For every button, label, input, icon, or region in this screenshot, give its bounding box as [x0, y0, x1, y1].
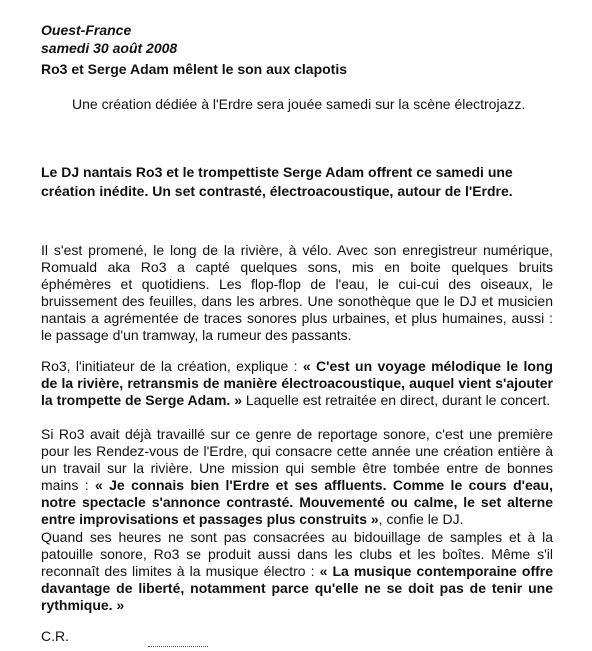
article-lead: Le DJ nantais Ro3 et le trompettiste Serge Adam offrent ce samedi une création inédite. Un set contrasté, électroacoustique, autour de l'Erdre.	[41, 164, 513, 199]
paragraph-2-quote: « C'est un voyage mélodique le long de la rivière, retransmis de manière électroacoustique, auquel vient s'ajouter la trompette de Serge Adam. »	[41, 358, 553, 408]
paragraph-4-intro: Quand ses heures ne sont pas consacrées au bidouillage de samples et à la patouille sonore, Ro3 se produit aussi dans les clubs et les boîtes. Même s'il reconnaît des limites à la musique électro :	[41, 529, 553, 579]
paragraph-2-intro: Ro3, l'initiateur de la création, explique :	[41, 358, 303, 374]
article-headline: Ro3 et Serge Adam mêlent le son aux clapotis	[41, 61, 348, 77]
publication-date: samedi 30 août 2008	[41, 40, 178, 56]
paragraph-3	[41, 426, 553, 528]
paragraph-1-text: Il s'est promené, le long de la rivière, à vélo. Avec son enregistreur numérique, Romuald aka Ro3 a capté quelques sons, mis en boite quelques bruits éphémères et quotidiens. Les flop-flop de l'eau, le cui-cui des oiseaux, le bruissement des feuilles, dans les arbres. Une sonothèque que le DJ et musicien nantais a agrémentée de traces sonores plus urbaines, et plus humaines, aussi : le passage d'un tramway, la rumeur des passants.	[41, 242, 553, 343]
newspaper-source: Ouest-France	[41, 22, 132, 38]
paragraph-2-text	[41, 358, 553, 409]
page-cut-mark	[148, 646, 208, 648]
paragraph-3-outro: , confie le DJ.	[378, 511, 464, 527]
paragraph-3-quote: « Je connais bien l'Erdre et ses affluents. Comme le cours d'eau, notre spectacle s'annonce contrasté. Mouvementé ou calme, le set alterne entre improvisations et passages plus construits »	[41, 477, 553, 527]
paragraph-4-quote: « La musique contemporaine offre davantage de liberté, notamment parce qu'elle ne se doit pas de tenir une rythmique. »	[41, 563, 553, 613]
article-subtitle: Une création dédiée à l'Erdre sera jouée samedi sur la scène électrojazz.	[72, 96, 526, 112]
paragraph-2	[41, 358, 553, 409]
paragraph-1	[41, 242, 553, 344]
paragraph-3-text	[41, 426, 553, 528]
author-signature: C.R.	[41, 628, 69, 644]
paragraph-4	[41, 529, 553, 614]
paragraph-3-intro: Si Ro3 avait déjà travaillé sur ce genre de reportage sonore, c'est une première pour les Rendez-vous de l'Erdre, qui consacre cette année une création entière à un travail sur la rivière. Une mission qui semble être tombée entre de bonnes mains :	[41, 426, 553, 493]
paragraph-4-text	[41, 529, 553, 614]
paragraph-2-outro: Laquelle est retraitée en direct, durant le concert.	[241, 392, 551, 408]
